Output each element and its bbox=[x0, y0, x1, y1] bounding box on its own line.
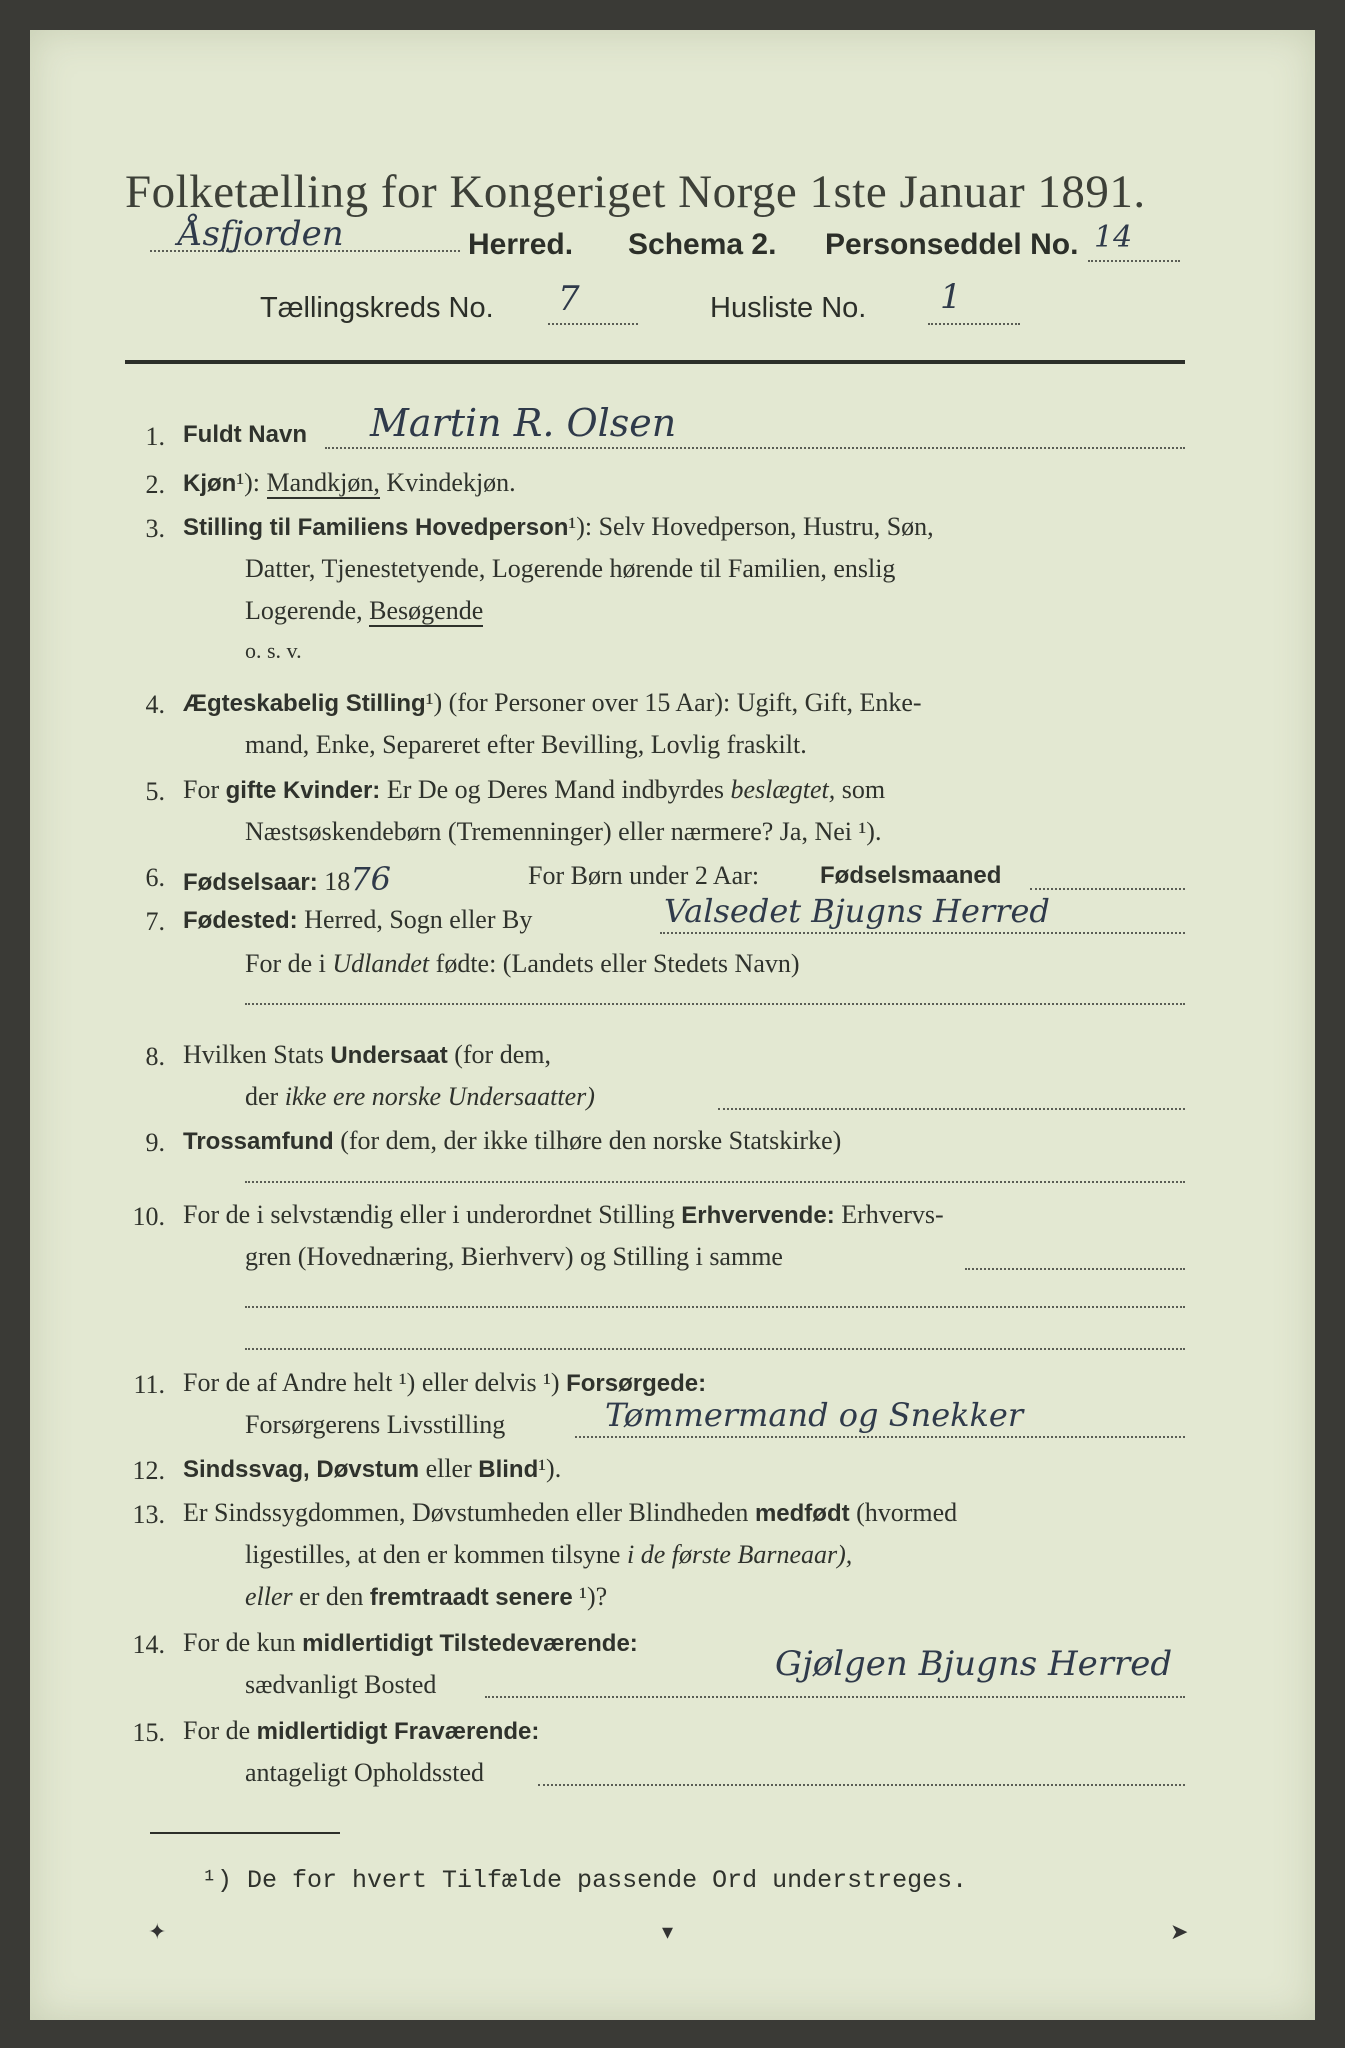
q8-line2a: der bbox=[245, 1082, 279, 1111]
q15-line2: antageligt Opholdssted bbox=[245, 1758, 485, 1787]
q10-field-3 bbox=[245, 1330, 1185, 1350]
husliste-field bbox=[928, 277, 1020, 325]
q11-value: Tømmermand og Snekker bbox=[605, 1396, 1024, 1434]
q8-label: Undersaat bbox=[330, 1042, 448, 1069]
q13-line3a: eller bbox=[245, 1582, 293, 1611]
q10-line2: gren (Hovednæring, Bierhverv) og Stilling i samme bbox=[245, 1242, 783, 1271]
q7-value: Valsedet Bjugns Herred bbox=[664, 892, 1050, 930]
q11-label: Forsørgede: bbox=[566, 1370, 707, 1397]
q6-label: Fødselsaar: bbox=[183, 869, 318, 896]
q8-line1b: (for dem, bbox=[454, 1040, 551, 1069]
q13-number: 13. bbox=[132, 1500, 165, 1529]
q11-line1a: For de af Andre helt ¹) eller delvis ¹) bbox=[183, 1368, 560, 1397]
q9-number: 9. bbox=[145, 1128, 165, 1157]
q6-label2: Fødselsmaaned bbox=[820, 862, 1002, 889]
q11-number: 11. bbox=[133, 1370, 165, 1399]
q14-pre: For de kun bbox=[183, 1628, 296, 1657]
personseddel-value: 14 bbox=[1094, 220, 1133, 255]
q6-value: 76 bbox=[350, 860, 391, 898]
q5-line1c: som bbox=[841, 775, 886, 804]
q5-line1b: beslægtet, bbox=[730, 775, 836, 804]
q15-field bbox=[538, 1766, 1185, 1786]
q8-line1a: Hvilken Stats bbox=[183, 1040, 324, 1069]
herred-field bbox=[150, 214, 460, 254]
q12-end: ¹). bbox=[538, 1454, 562, 1483]
q7-foreign-field bbox=[245, 985, 1185, 1005]
personseddel-label: Personseddel No. bbox=[825, 228, 1079, 261]
q13-label2: fremtraadt senere bbox=[369, 1584, 573, 1611]
q7-field bbox=[660, 892, 1185, 934]
q5-line1a: Er De og Deres Mand indbyrdes bbox=[386, 775, 724, 804]
q11-line2: Forsørgerens Livsstilling bbox=[245, 1410, 506, 1439]
q1-value: Martin R. Olsen bbox=[370, 401, 677, 445]
census-form-sheet bbox=[30, 30, 1315, 2020]
q3-line1 bbox=[183, 514, 934, 540]
q3-line1-text: ¹): Selv Hovedperson, Hustru, Søn, bbox=[568, 512, 934, 541]
q14-number: 14. bbox=[132, 1630, 165, 1659]
q9-field bbox=[245, 1163, 1185, 1183]
kreds-field bbox=[548, 279, 638, 325]
q2-option-mandkjon: Mandkjøn, bbox=[266, 468, 380, 497]
q3-line3 bbox=[245, 598, 483, 624]
q3-line4: o. s. v. bbox=[245, 638, 302, 663]
q10-label: Erhvervende: bbox=[681, 1202, 835, 1229]
q9-text: (for dem, der ikke tilhøre den norske Statskirke) bbox=[340, 1126, 842, 1155]
q12-number: 12. bbox=[132, 1456, 165, 1485]
q10-field-2 bbox=[245, 1288, 1185, 1308]
q10-line1b: Erhvervs- bbox=[841, 1200, 944, 1229]
q12-label: Sindssvag, Døvstum bbox=[183, 1456, 420, 1483]
q15-number: 15. bbox=[132, 1718, 165, 1747]
footnote-rule bbox=[150, 1832, 340, 1834]
q14-line1 bbox=[183, 1630, 638, 1656]
q2-number: 2. bbox=[145, 470, 165, 499]
q6-month-field bbox=[1030, 870, 1185, 890]
q14-field bbox=[485, 1644, 1185, 1698]
q13-line3c: ¹)? bbox=[579, 1582, 608, 1611]
q11-line1 bbox=[183, 1370, 706, 1396]
q6-number: 6. bbox=[145, 863, 165, 892]
q9-label: Trossamfund bbox=[183, 1128, 334, 1155]
q10-field-1 bbox=[965, 1250, 1185, 1270]
q4-line1 bbox=[183, 690, 922, 716]
q12-text: eller bbox=[425, 1454, 472, 1483]
q6-prefix: 18 bbox=[324, 867, 351, 896]
q1-field bbox=[325, 401, 1185, 449]
registration-mark-right: ➤ bbox=[1170, 1920, 1189, 1945]
q2-text bbox=[183, 470, 516, 496]
header-rule bbox=[125, 360, 1185, 364]
q5-label: gifte Kvinder: bbox=[225, 777, 381, 804]
personseddel-field bbox=[1088, 220, 1180, 262]
q13-line2a: ligestilles, at den er kommen tilsyne bbox=[245, 1540, 621, 1569]
husliste-value: 1 bbox=[940, 277, 962, 317]
q15-label: midlertidigt Fraværende: bbox=[256, 1718, 540, 1745]
q7-line2 bbox=[245, 951, 800, 977]
q13-line2b: i de første Barneaar), bbox=[626, 1540, 853, 1569]
q12-label2: Blind bbox=[478, 1456, 539, 1483]
herred-label: Herred. bbox=[468, 228, 574, 261]
footnote: ¹) De for hvert Tilfælde passende Ord understreges. bbox=[202, 1866, 968, 1895]
q14-line2: sædvanligt Bosted bbox=[245, 1670, 437, 1699]
q5-number: 5. bbox=[145, 777, 165, 806]
q2-sup: ¹): bbox=[236, 468, 261, 497]
registration-mark-center: ▾ bbox=[662, 1920, 674, 1945]
q13-line1a: Er Sindssygdommen, Døvstumheden eller Blindheden bbox=[183, 1498, 749, 1527]
q3-number: 3. bbox=[145, 514, 165, 543]
q5-line1 bbox=[183, 777, 885, 803]
q7-label: Fødested: bbox=[183, 907, 298, 934]
q6-line bbox=[183, 860, 391, 898]
q13-label: medfødt bbox=[754, 1500, 850, 1527]
q7-text: Herred, Sogn eller By bbox=[304, 905, 533, 934]
q14-value: Gjølgen Bjugns Herred bbox=[775, 1644, 1173, 1684]
q4-line1-text: ¹) (for Personer over 15 Aar): Ugift, Gift, Enke- bbox=[425, 688, 922, 717]
q2-option-kvindekjon: Kvindekjøn. bbox=[386, 468, 516, 497]
q7-line1 bbox=[183, 907, 532, 933]
q8-field bbox=[718, 1090, 1185, 1110]
q4-number: 4. bbox=[145, 690, 165, 719]
q9-line bbox=[183, 1128, 841, 1154]
q13-line3b: er den bbox=[299, 1582, 364, 1611]
husliste-label: Husliste No. bbox=[710, 292, 867, 324]
q13-line1 bbox=[183, 1500, 957, 1526]
q2-label: Kjøn bbox=[183, 470, 237, 497]
q10-line1 bbox=[183, 1202, 944, 1228]
q13-line1b: (hvormed bbox=[856, 1498, 958, 1527]
schema-label: Schema 2. bbox=[628, 228, 777, 261]
q11-field bbox=[575, 1396, 1185, 1438]
q10-line1a: For de i selvstændig eller i underordnet Stilling bbox=[183, 1200, 675, 1229]
q3-option-besogende: Besøgende bbox=[369, 596, 484, 625]
registration-mark-left: ✦ bbox=[148, 1920, 167, 1945]
kreds-label: Tællingskreds No. bbox=[260, 292, 494, 324]
q15-pre: For de bbox=[183, 1716, 251, 1745]
q7-line2a: For de i bbox=[245, 949, 326, 978]
q3-label: Stilling til Familiens Hovedperson bbox=[183, 514, 569, 541]
q8-line2 bbox=[245, 1084, 595, 1110]
q8-number: 8. bbox=[145, 1042, 165, 1071]
q14-label: midlertidigt Tilstedeværende: bbox=[302, 1630, 638, 1657]
q5-line2: Næstsøskendebørn (Tremenninger) eller nærmere? Ja, Nei ¹). bbox=[245, 817, 882, 846]
q13-line3 bbox=[245, 1584, 607, 1610]
q7-line2c: fødte: (Landets eller Stedets Navn) bbox=[435, 949, 800, 978]
q4-label: Ægteskabelig Stilling bbox=[183, 690, 426, 717]
q1-number: 1. bbox=[145, 422, 165, 451]
form-title: Folketælling for Kongeriget Norge 1ste Januar 1891. bbox=[125, 166, 1146, 218]
q7-line2b: Udlandet bbox=[332, 949, 430, 978]
kreds-value: 7 bbox=[558, 279, 580, 319]
q8-line2b: ikke ere norske Undersaatter) bbox=[284, 1082, 595, 1111]
q13-line2 bbox=[245, 1542, 852, 1568]
q3-option-logerende: Logerende, bbox=[245, 596, 363, 625]
q12-line bbox=[183, 1456, 561, 1482]
q15-line1 bbox=[183, 1718, 539, 1744]
q10-number: 10. bbox=[132, 1202, 165, 1231]
q8-line1 bbox=[183, 1042, 551, 1068]
q7-number: 7. bbox=[145, 907, 165, 936]
q5-pre: For bbox=[183, 775, 220, 804]
herred-value: Åsfjorden bbox=[178, 214, 344, 254]
q3-line2: Datter, Tjenestetyende, Logerende hørende til Familien, enslig bbox=[245, 554, 896, 583]
q4-line2: mand, Enke, Separeret efter Bevilling, Lovlig fraskilt. bbox=[245, 730, 807, 759]
q6-mid: For Børn under 2 Aar: bbox=[528, 861, 760, 890]
q1-label: Fuldt Navn bbox=[183, 421, 307, 448]
